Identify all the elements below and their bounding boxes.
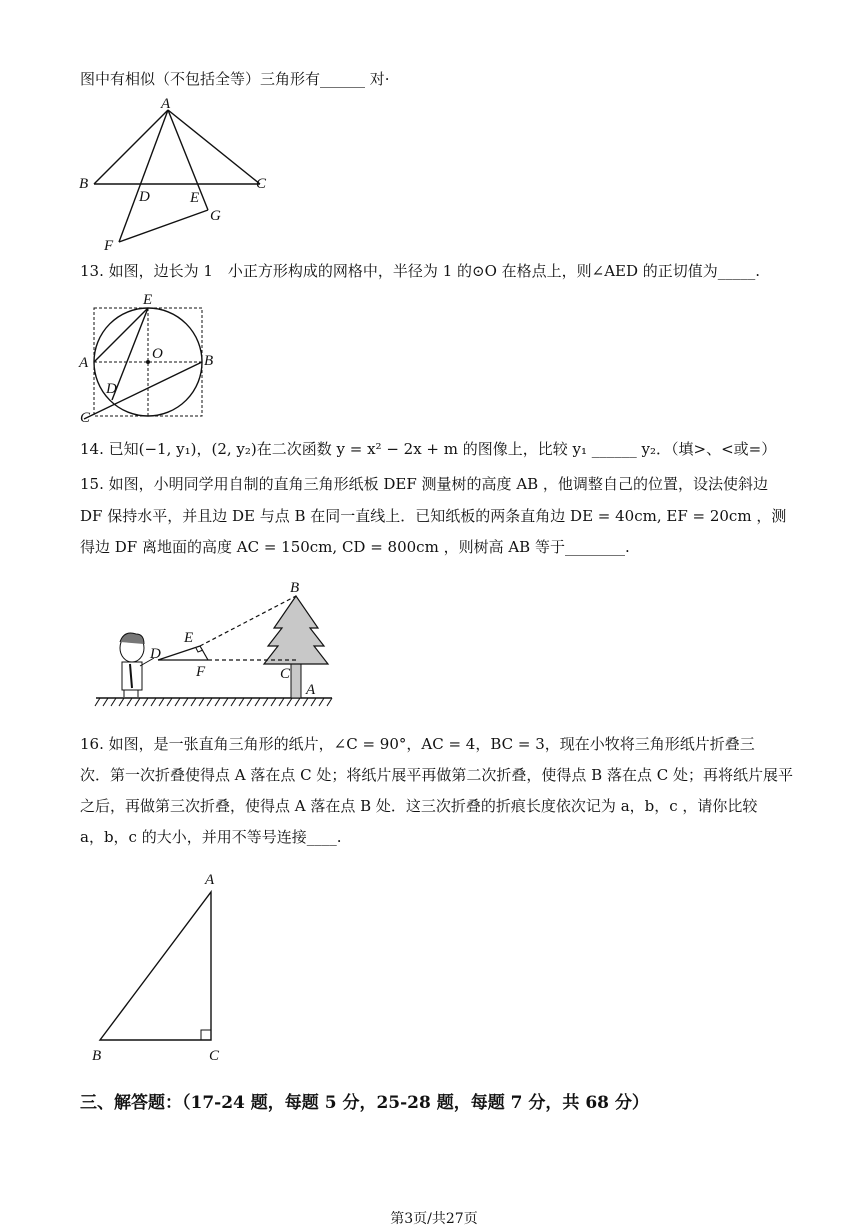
q13-figure: [76, 290, 226, 425]
label-G: G: [210, 208, 221, 224]
label-A: A: [79, 355, 89, 371]
label-C: C: [209, 1048, 220, 1064]
label-F: F: [104, 238, 114, 254]
label-D: D: [150, 646, 161, 662]
section-three-heading: 三、解答题：（17-24 题，每题 5 分，25-28 题，每题 7 分，共 68 分）: [80, 1093, 649, 1113]
q15-line3: 得边 DF 离地面的高度 AC = 150cm, CD = 800cm ，则树高 AB 等于________.: [80, 538, 630, 556]
label-A: A: [161, 96, 171, 112]
label-B: B: [79, 176, 89, 192]
label-E: E: [190, 190, 200, 206]
label-B: B: [92, 1048, 102, 1064]
q16-line4: a，b，c 的大小，并用不等号连接____.: [80, 828, 342, 846]
label-F: F: [196, 664, 206, 680]
page-footer: 第3页/共27页: [390, 1211, 478, 1227]
label-B: B: [290, 580, 300, 596]
q15-line1: 15. 如图，小明同学用自制的直角三角形纸板 DEF 测量树的高度 AB ，他调整自己的位置，设法使斜边: [80, 475, 768, 493]
q16-line2: 次．第一次折叠使得点 A 落在点 C 处；将纸片展平再做第二次折叠，使得点 B 落在点 C 处；再将纸片展平: [80, 766, 793, 784]
label-B: B: [204, 353, 214, 369]
q16-figure: [88, 866, 238, 1066]
q16-line3: 之后，再做第三次折叠，使得点 A 落在点 B 处．这三次折叠的折痕长度依次记为 a，b，c ，请你比较: [80, 797, 758, 815]
label-C: C: [256, 176, 267, 192]
label-A: A: [306, 682, 316, 698]
q15-line2: DF 保持水平，并且边 DE 与点 B 在同一直线上．已知纸板的两条直角边 DE = 40cm, EF = 20cm ，测: [80, 507, 787, 525]
q13-text: 13. 如图，边长为 1 小正方形构成的网格中，半径为 1 的⊙O 在格点上，则∠AED 的正切值为_____.: [80, 262, 761, 280]
label-C: C: [280, 666, 291, 682]
label-D: D: [106, 381, 117, 397]
q12-text: 图中有相似（不包括全等）三角形有______ 对·: [80, 70, 390, 88]
q15-figure: [92, 576, 342, 711]
q14-text: 14. 已知(−1, y₁)，(2, y₂)在二次函数 y = x² − 2x + m 的图像上，比较 y₁ ______ y₂．（填>、<或=）: [80, 440, 777, 458]
label-O: O: [152, 346, 163, 362]
tree-icon: [264, 596, 328, 698]
label-C: C: [80, 410, 91, 425]
q16-line1: 16. 如图，是一张直角三角形的纸片，∠C = 90°，AC = 4，BC = 3，现在小牧将三角形纸片折叠三: [80, 735, 755, 753]
q12-figure: [72, 96, 272, 256]
label-D: D: [139, 189, 150, 205]
label-E: E: [184, 630, 194, 646]
person-icon: [120, 633, 154, 697]
label-A: A: [205, 872, 215, 888]
label-E: E: [143, 292, 153, 308]
